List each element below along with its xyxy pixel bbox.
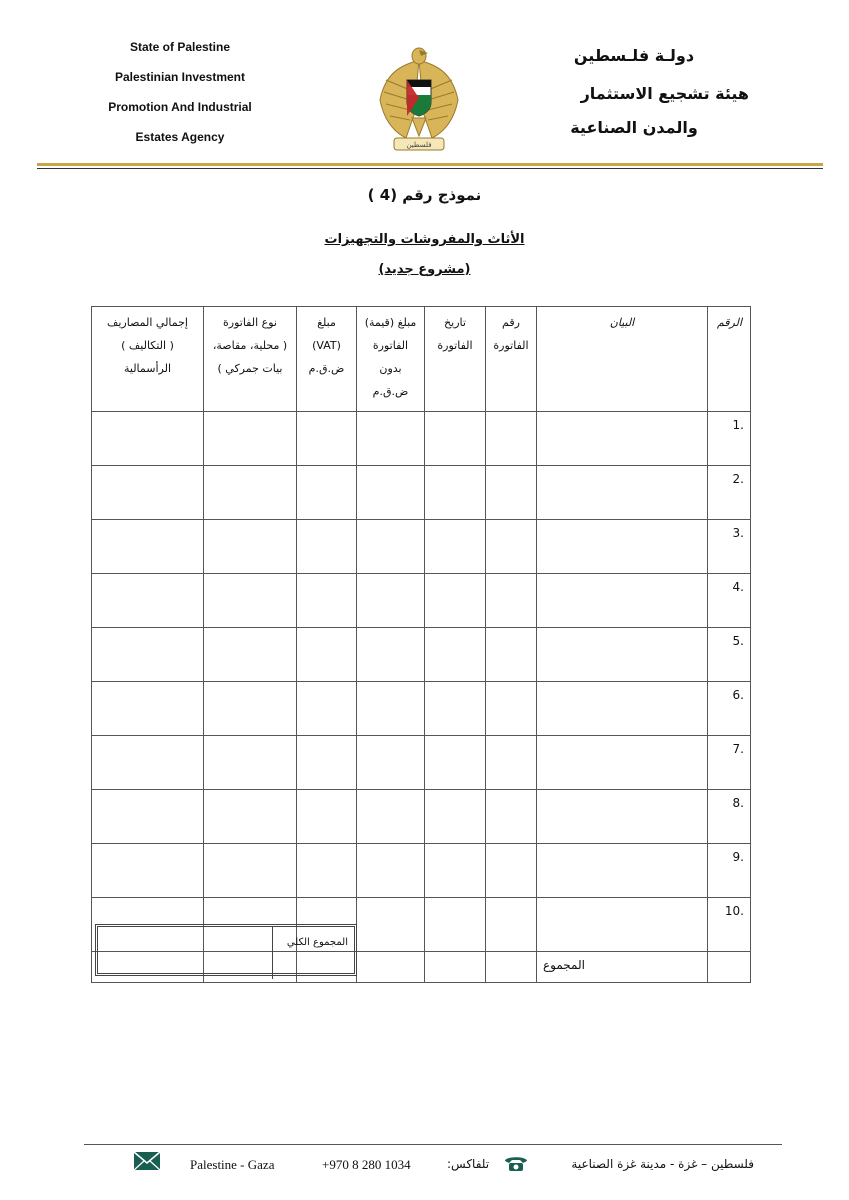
envelope-icon (133, 1150, 161, 1172)
cell-vat[interactable] (297, 736, 357, 790)
cell-vat[interactable] (297, 520, 357, 574)
total-invoice-date[interactable] (425, 952, 486, 983)
cell-invoice-type[interactable] (204, 520, 297, 574)
header-invoice-type: نوع الفاتورة ( محلية، مقاصة، بيات جمركي ) (204, 307, 297, 412)
cell-invoice-date[interactable] (425, 628, 486, 682)
footer-address: فلسطين – غزة - مدينة غزة الصناعية (571, 1157, 754, 1171)
grand-total-divider (272, 927, 273, 979)
cell-invoice-type[interactable] (204, 628, 297, 682)
header-thin-rule (37, 168, 823, 169)
header-ar-line-3: والمدن الصناعية (570, 118, 698, 137)
cell-vat[interactable] (297, 574, 357, 628)
cell-invoice-number[interactable] (486, 844, 537, 898)
header-en-line-3: Promotion And Industrial (108, 100, 252, 114)
cell-invoice-number[interactable] (486, 466, 537, 520)
cell-description[interactable] (537, 466, 708, 520)
footer-phone-number: +970 8 280 1034 (322, 1157, 411, 1172)
cell-invoice-date[interactable] (425, 844, 486, 898)
cell-amount[interactable] (357, 628, 425, 682)
cell-invoice-date[interactable] (425, 898, 486, 952)
cell-invoice-type[interactable] (204, 412, 297, 466)
table-header-row (92, 307, 751, 412)
grand-total-value-cell[interactable] (98, 927, 270, 973)
subject-title: الأثاث والمفروشات والتجهيزات (324, 232, 525, 247)
cell-total-cost[interactable] (92, 466, 204, 520)
cell-amount[interactable] (357, 844, 425, 898)
emblem-label: فلسطين (406, 141, 432, 149)
header-total-capital-cost: إجمالي المصاريف ( التكاليف ) الرأسمالية (92, 307, 204, 412)
cell-invoice-type[interactable] (204, 466, 297, 520)
cell-invoice-number[interactable] (486, 790, 537, 844)
cell-description[interactable] (537, 520, 708, 574)
cell-vat[interactable] (297, 790, 357, 844)
cell-amount[interactable] (357, 466, 425, 520)
header-amount-no-vat: مبلغ (قيمة) الفاتورة بدون ض.ق.م (357, 307, 425, 412)
table-row (92, 844, 751, 898)
row-number: .5 (708, 628, 751, 682)
cell-invoice-number[interactable] (486, 628, 537, 682)
header-gold-rule (37, 163, 823, 166)
telephone-icon (503, 1153, 529, 1173)
cell-invoice-date[interactable] (425, 520, 486, 574)
footer-city: Palestine - Gaza (190, 1157, 275, 1172)
subject-subtitle: (مشروع جديد) (378, 262, 471, 277)
cell-description[interactable] (537, 736, 708, 790)
cell-description[interactable] (537, 844, 708, 898)
cell-total-cost[interactable] (92, 412, 204, 466)
table-row (92, 466, 751, 520)
header-ar-line-2: هيئة تشجيع الاستثمار (580, 84, 749, 103)
table-row (92, 790, 751, 844)
cell-vat[interactable] (297, 682, 357, 736)
cell-description[interactable] (537, 628, 708, 682)
footer-rule (84, 1144, 782, 1145)
cell-description[interactable] (537, 790, 708, 844)
cell-total-cost[interactable] (92, 736, 204, 790)
total-row-spacer (708, 952, 751, 983)
row-number: .7 (708, 736, 751, 790)
cell-invoice-number[interactable] (486, 520, 537, 574)
cell-invoice-type[interactable] (204, 790, 297, 844)
cell-invoice-type[interactable] (204, 574, 297, 628)
cell-amount[interactable] (357, 412, 425, 466)
table-row (92, 682, 751, 736)
cell-amount[interactable] (357, 736, 425, 790)
cell-amount[interactable] (357, 520, 425, 574)
table-row (92, 520, 751, 574)
cell-invoice-date[interactable] (425, 790, 486, 844)
header-invoice-number: رقم الفاتورة (486, 307, 537, 412)
cell-amount[interactable] (357, 898, 425, 952)
grand-total-label: المجموع الكلي (286, 937, 348, 948)
header-description: البيان (537, 307, 708, 412)
table-row (92, 412, 751, 466)
cell-description[interactable] (537, 898, 708, 952)
cell-invoice-type[interactable] (204, 682, 297, 736)
eagle-emblem-icon (374, 40, 464, 155)
cell-invoice-number[interactable] (486, 574, 537, 628)
row-number: .1 (708, 412, 751, 466)
cell-description[interactable] (537, 682, 708, 736)
cell-invoice-date[interactable] (425, 466, 486, 520)
cell-total-cost[interactable] (92, 682, 204, 736)
row-number: .3 (708, 520, 751, 574)
grand-total-box (95, 924, 357, 976)
header-en-line-2: Palestinian Investment (114, 70, 246, 84)
row-number: .8 (708, 790, 751, 844)
cell-vat[interactable] (297, 628, 357, 682)
header-vat-amount: مبلغ (VAT) ض.ق.م (297, 307, 357, 412)
cell-description[interactable] (537, 574, 708, 628)
cell-total-cost[interactable] (92, 520, 204, 574)
footer-fax-label: تلفاكس: (447, 1157, 490, 1171)
assets-table (91, 306, 751, 983)
cell-total-cost[interactable] (92, 574, 204, 628)
form-title: نموذج رقم (4 ) (367, 186, 482, 204)
cell-invoice-type[interactable] (204, 844, 297, 898)
cell-total-cost[interactable] (92, 790, 204, 844)
row-number: .6 (708, 682, 751, 736)
cell-invoice-date[interactable] (425, 736, 486, 790)
cell-vat[interactable] (297, 466, 357, 520)
cell-total-cost[interactable] (92, 844, 204, 898)
cell-description[interactable] (537, 412, 708, 466)
cell-amount[interactable] (357, 682, 425, 736)
cell-invoice-number[interactable] (486, 736, 537, 790)
row-number: .2 (708, 466, 751, 520)
header-num: الرقم (708, 307, 751, 412)
cell-vat[interactable] (297, 844, 357, 898)
total-amount[interactable] (357, 952, 425, 983)
cell-vat[interactable] (297, 412, 357, 466)
cell-invoice-date[interactable] (425, 682, 486, 736)
cell-amount[interactable] (357, 790, 425, 844)
cell-invoice-type[interactable] (204, 736, 297, 790)
cell-amount[interactable] (357, 574, 425, 628)
table-row (92, 574, 751, 628)
cell-total-cost[interactable] (92, 628, 204, 682)
cell-invoice-number[interactable] (486, 412, 537, 466)
header-en-line-4: Estates Agency (135, 130, 225, 144)
total-invoice-number[interactable] (486, 952, 537, 983)
row-number: .4 (708, 574, 751, 628)
header-ar-line-1: دولـة فلـسطين (573, 46, 695, 65)
row-number: .10 (708, 898, 751, 952)
row-number: .9 (708, 844, 751, 898)
header-en-line-1: State of Palestine (129, 40, 231, 54)
cell-invoice-date[interactable] (425, 412, 486, 466)
table-row (92, 736, 751, 790)
header-invoice-date: تاريخ الفاتورة (425, 307, 486, 412)
total-label: المجموع (537, 952, 708, 983)
cell-invoice-number[interactable] (486, 682, 537, 736)
cell-invoice-date[interactable] (425, 574, 486, 628)
cell-invoice-number[interactable] (486, 898, 537, 952)
table-row (92, 628, 751, 682)
